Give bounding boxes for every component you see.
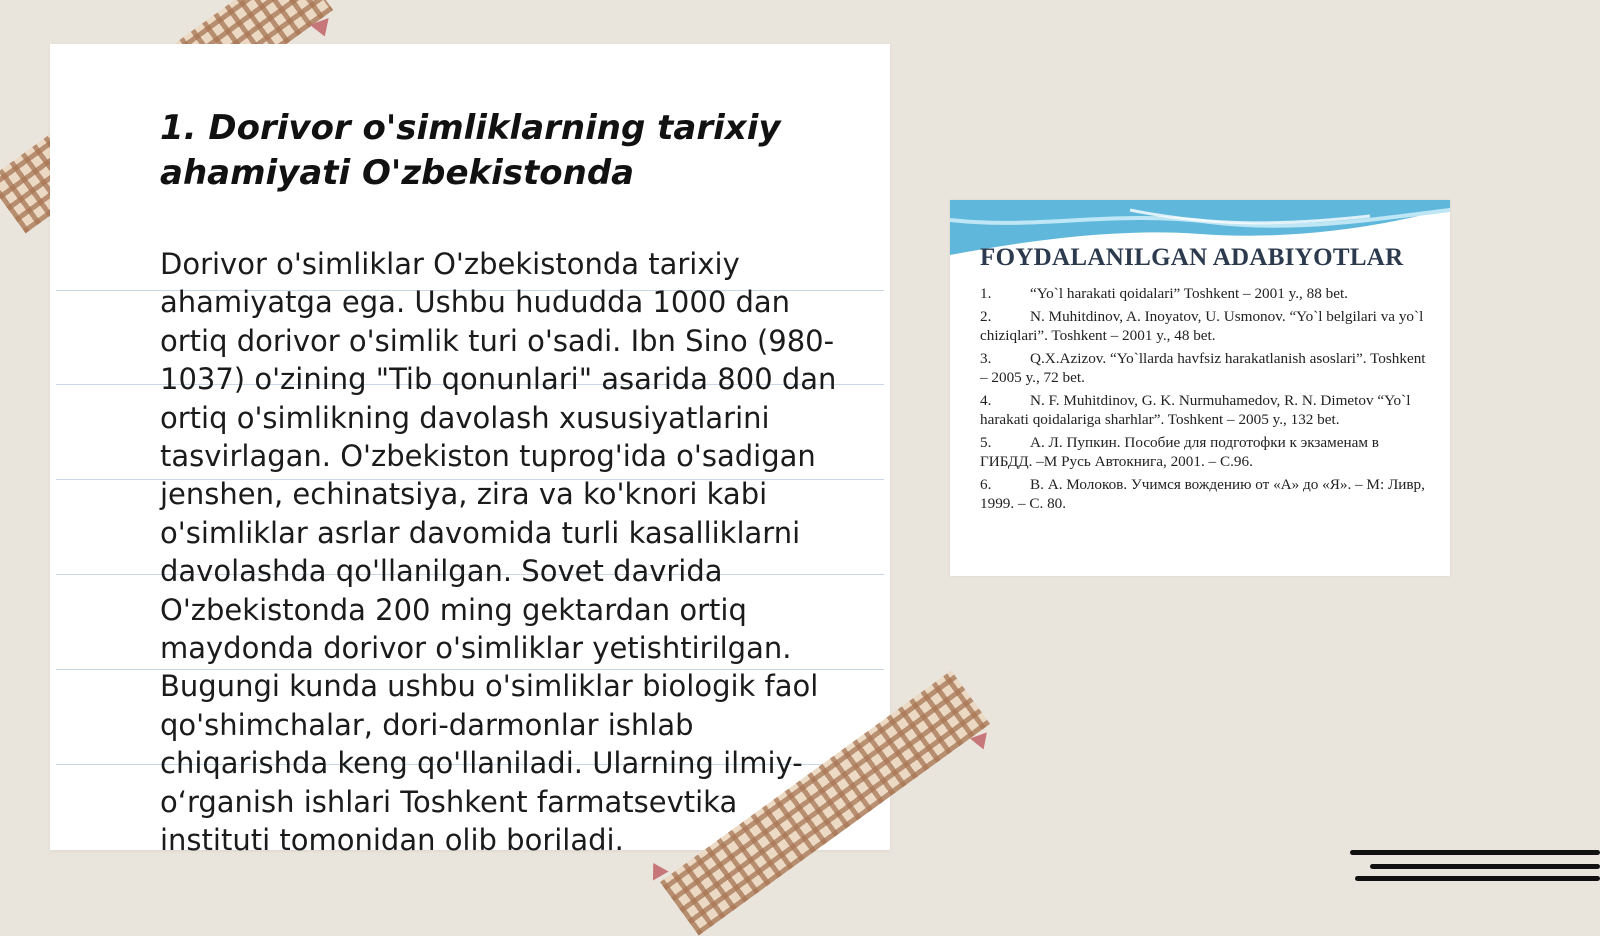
list-item-number: 1. xyxy=(980,285,992,302)
references-heading: FOYDALANILGAN ADABIYOTLAR xyxy=(980,244,1404,271)
list-item xyxy=(980,433,1430,472)
references-list xyxy=(980,284,1430,517)
brush-stroke xyxy=(1370,864,1600,869)
brush-strokes-decoration xyxy=(1350,848,1600,892)
list-item xyxy=(980,349,1430,388)
list-item-text: N. F. Muhitdinov, G. K. Nurmuhamedov, R. N. Dimetov “Yo`l harakati qoidalariga sharhlar”. Toshkent – 2005 y., 132 bet. xyxy=(980,391,1411,428)
list-item xyxy=(980,307,1430,346)
references-image xyxy=(950,200,1450,576)
list-item-text: В. А. Молоков. Учимся вождению от «А» до «Я». – М: Ливр, 1999. – С. 80. xyxy=(980,475,1425,512)
list-item-number: 2. xyxy=(980,307,992,325)
list-item-text: N. Muhitdinov, A. Inoyatov, U. Usmonov. “Yo`l belgilari va yo`l chiziqlari”. Toshkent – 2001 y., 48 bet. xyxy=(980,307,1424,344)
list-item-number: 6. xyxy=(980,475,992,493)
list-item-number: 3. xyxy=(980,349,992,367)
brush-stroke xyxy=(1355,876,1600,881)
list-item xyxy=(980,391,1430,430)
list-item-text: Q.X.Azizov. “Yo`llarda havfsiz harakatlanish asoslari”. Toshkent – 2005 y., 72 bet. xyxy=(980,349,1426,386)
list-item xyxy=(980,284,1430,304)
brush-stroke xyxy=(1350,850,1600,855)
slide-title: 1. Dorivor o'simliklarning tarixiy ahamiyati O'zbekistonda xyxy=(160,108,781,193)
list-item-number: 5. xyxy=(980,433,992,451)
list-item-text: “Yo`l harakati qoidalari” Toshkent – 2001 y., 88 bet. xyxy=(1030,285,1348,302)
list-item-number: 4. xyxy=(980,391,992,409)
slide-body-text: Dorivor o'simliklar O'zbekistonda tarixiy ahamiyatga ega. Ushbu hududda 1000 dan ortiq dorivor o'simlik turi o'sadi. Ibn Sino (980-1037) o'zining "Tib qonunlari" asarida 800 dan ortiq o'simlikning davolash xususiyatlarini tasvirlagan. O'zbekiston tuprog'ida o'sadigan jenshen, echinatsiya, zira va ko'knori kabi o'simliklar asrlar davomida turli kasalliklarni davolashda qo'llanilgan. Sovet davrida O'zbekistonda 200 ming gektardan ortiq maydonda dorivor o'simliklar yetishtirilgan. Bugungi kunda ushbu o'simliklar biologik faol qo'shimchalar, dori-darmonlar ishlab chiqarishda keng qo'llaniladi. Ularning ilmiy-o‘rganish ishlari Toshkent farmatsevtika instituti tomonidan olib boriladi. xyxy=(160,247,837,858)
list-item xyxy=(980,475,1430,514)
list-item-text: А. Л. Пупкин. Пособие для подготофки к экзаменам в ГИБДД. –М Русь Автокнига, 2001. – С.96. xyxy=(980,433,1379,470)
